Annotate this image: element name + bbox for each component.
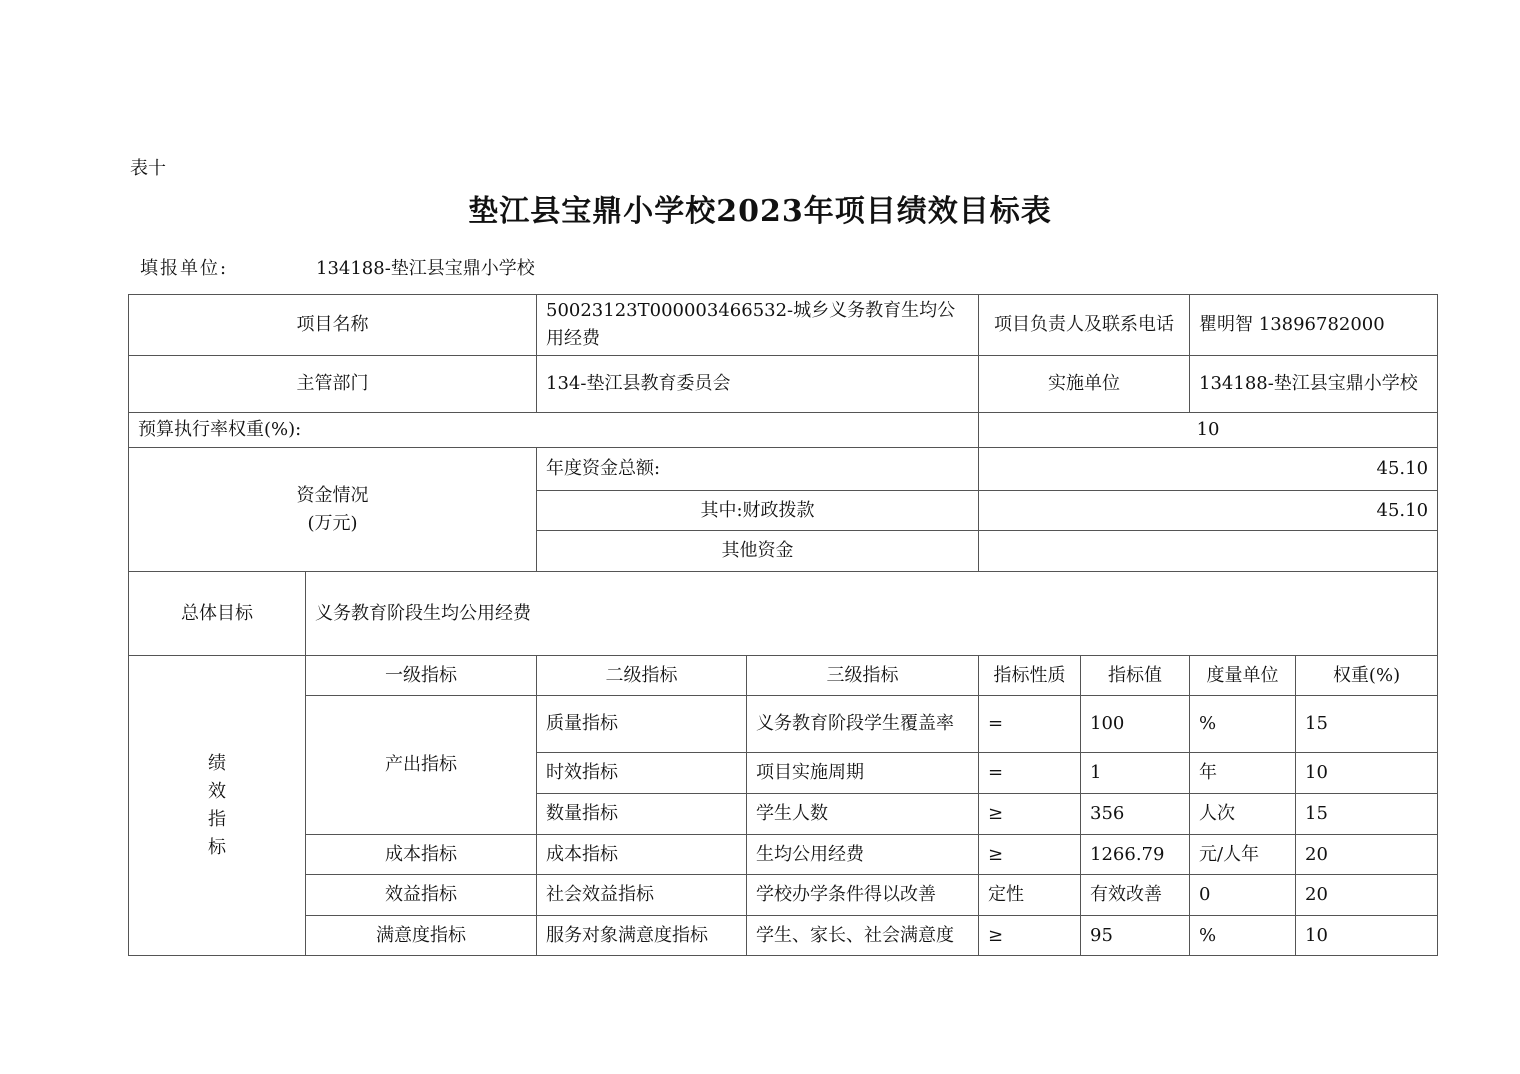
overall-target-row: [129, 572, 1438, 656]
weight-cell: 10: [1296, 916, 1438, 956]
level3-cell: 学生、家长、社会满意度: [747, 916, 979, 956]
level3-cell: 学校办学条件得以改善: [747, 875, 979, 916]
dept-value: 134-垫江县教育委员会: [537, 356, 979, 413]
table-row: [129, 916, 1438, 956]
level2-cell: 社会效益指标: [537, 875, 747, 916]
level3-cell: 项目实施周期: [747, 753, 979, 794]
dept-label: 主管部门: [129, 356, 537, 413]
header-level3: 三级指标: [747, 656, 979, 696]
budget-rate-row: [129, 413, 1438, 448]
overall-target-value: 义务教育阶段生均公用经费: [306, 572, 1438, 656]
budget-rate-label: 预算执行率权重(%):: [129, 413, 979, 448]
project-name-label: 项目名称: [129, 295, 537, 356]
perf-char: 绩: [208, 752, 226, 774]
nature-cell: ≥: [979, 835, 1081, 875]
value-cell: 356: [1081, 794, 1190, 835]
other-funds-value: [979, 531, 1438, 572]
header-level1: 一级指标: [306, 656, 537, 696]
value-cell: 1: [1081, 753, 1190, 794]
funds-total-row: [129, 448, 1438, 491]
unit-cell: %: [1190, 916, 1296, 956]
table-row: [129, 835, 1438, 875]
reporting-unit-value: 134188-垫江县宝鼎小学校: [316, 258, 535, 279]
value-cell: 95: [1081, 916, 1190, 956]
annual-total-label: 年度资金总额:: [537, 448, 979, 491]
level3-cell: 学生人数: [747, 794, 979, 835]
level1-cell: 效益指标: [306, 875, 537, 916]
annual-total-value: 45.10: [979, 448, 1438, 491]
funds-label-line1: 资金情况: [296, 484, 369, 506]
other-funds-label: 其他资金: [537, 531, 979, 572]
overall-target-label: 总体目标: [129, 572, 306, 656]
project-name-value: 50023123T000003466532-城乡义务教育生均公用经费: [537, 295, 979, 356]
level2-cell: 时效指标: [537, 753, 747, 794]
table-row: [129, 875, 1438, 916]
unit-cell: 人次: [1190, 794, 1296, 835]
perf-char: 效: [208, 780, 226, 802]
header-level2: 二级指标: [537, 656, 747, 696]
funds-label: [129, 448, 537, 572]
level2-cell: 服务对象满意度指标: [537, 916, 747, 956]
reporting-unit-label: 填报单位:: [140, 258, 229, 279]
nature-cell: 定性: [979, 875, 1081, 916]
header-nature: 指标性质: [979, 656, 1081, 696]
weight-cell: 20: [1296, 835, 1438, 875]
value-cell: 有效改善: [1081, 875, 1190, 916]
contact-label: 项目负责人及联系电话: [979, 295, 1190, 356]
level1-cell: 成本指标: [306, 835, 537, 875]
level1-cell: 满意度指标: [306, 916, 537, 956]
weight-cell: 15: [1296, 794, 1438, 835]
nature-cell: =: [979, 696, 1081, 753]
weight-cell: 15: [1296, 696, 1438, 753]
unit-cell: 年: [1190, 753, 1296, 794]
value-cell: 1266.79: [1081, 835, 1190, 875]
weight-cell: 10: [1296, 753, 1438, 794]
table-number: 表十: [130, 158, 166, 179]
unit-cell: 0: [1190, 875, 1296, 916]
indicator-header-row: [129, 656, 1438, 696]
level2-cell: 成本指标: [537, 835, 747, 875]
nature-cell: =: [979, 753, 1081, 794]
nature-cell: ≥: [979, 794, 1081, 835]
header-weight: 权重(%): [1296, 656, 1438, 696]
budget-rate-value: 10: [979, 413, 1438, 448]
fiscal-value: 45.10: [979, 491, 1438, 531]
impl-unit-label: 实施单位: [979, 356, 1190, 413]
performance-indicator-label: [129, 656, 306, 956]
level2-cell: 数量指标: [537, 794, 747, 835]
header-value: 指标值: [1081, 656, 1190, 696]
header-unit: 度量单位: [1190, 656, 1296, 696]
unit-cell: 元/人年: [1190, 835, 1296, 875]
level3-cell: 生均公用经费: [747, 835, 979, 875]
table-row: [129, 696, 1438, 753]
weight-cell: 20: [1296, 875, 1438, 916]
project-name-row: [129, 295, 1438, 356]
fiscal-label: 其中:财政拨款: [537, 491, 979, 531]
performance-target-table: [128, 294, 1438, 956]
level3-cell: 义务教育阶段学生覆盖率: [747, 696, 979, 753]
unit-cell: %: [1190, 696, 1296, 753]
funds-label-line2: (万元): [307, 512, 358, 534]
page-title: 垫江县宝鼎小学校2023年项目绩效目标表: [468, 194, 1052, 229]
output-indicator-label: 产出指标: [306, 696, 537, 835]
value-cell: 100: [1081, 696, 1190, 753]
nature-cell: ≥: [979, 916, 1081, 956]
contact-value: 瞿明智 13896782000: [1190, 295, 1438, 356]
level2-cell: 质量指标: [537, 696, 747, 753]
perf-char: 指: [208, 808, 226, 830]
department-row: [129, 356, 1438, 413]
impl-unit-value: 134188-垫江县宝鼎小学校: [1190, 356, 1438, 413]
perf-char: 标: [208, 836, 226, 858]
